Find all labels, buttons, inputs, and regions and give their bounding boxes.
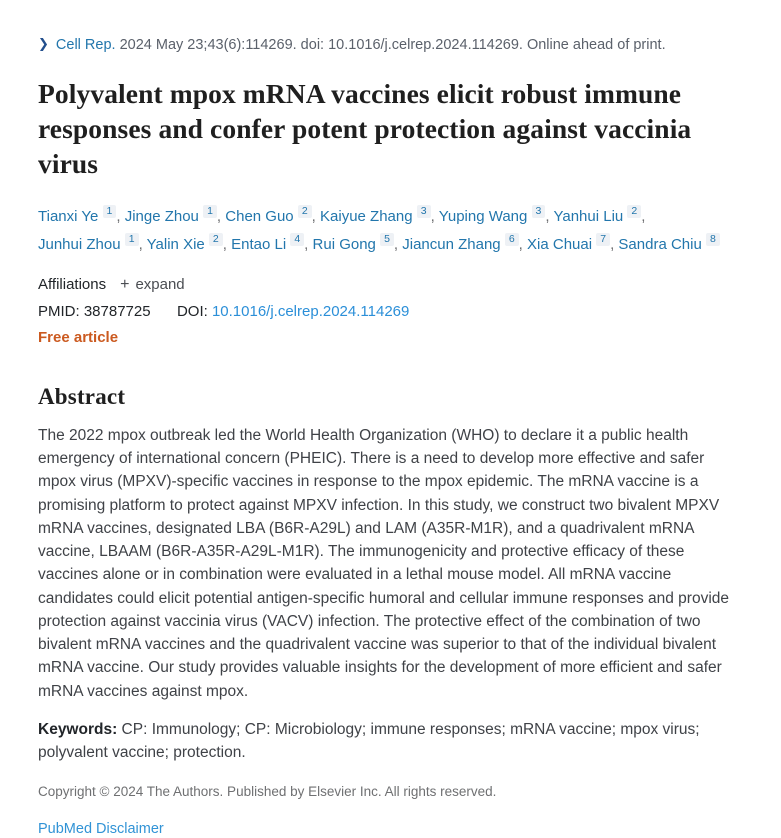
author-separator: , [610, 236, 619, 254]
author-link[interactable]: Jinge Zhou [124, 208, 199, 226]
abstract-heading: Abstract [38, 383, 126, 409]
keywords-label: Keywords: [38, 720, 118, 738]
author-item [320, 205, 431, 226]
author-affiliation-sup[interactable]: 2 [298, 205, 312, 218]
author-link[interactable]: Rui Gong [312, 236, 376, 254]
journal-citation-line [38, 36, 745, 55]
author-affiliation-sup[interactable]: 6 [505, 233, 519, 246]
author-separator: , [641, 208, 646, 226]
author-item [312, 233, 394, 254]
citation-text: 2024 May 23;43(6):114269. doi: 10.1016/j.celrep.2024.114269. Online ahead of print. [119, 37, 666, 53]
free-article-badge: Free article [38, 328, 119, 346]
author-separator: , [216, 208, 226, 226]
author-item [38, 205, 116, 226]
abstract-text: The 2022 mpox outbreak led the World Health Organization (WHO) to declare it a public health emergency of international concern (PHEIC). There is a need to develop more effective and safer mpox virus (MPXV)-specific vaccines in response to the mpox epidemic. The mRNA vaccine is a promising platform to protect against MPXV infection. In this study, we construct two bivalent MPXV mRNA vaccines, designated LBA (B6R-A29L) and LAM (A35R-M1R), and a quadrivalent mRNA vaccine, LBAAM (B6R-A35R-A29L-M1R). The immunogenicity and protective efficacy of these vaccines alone or in combination were evaluated in a lethal mouse model. All mRNA vaccine candidates could elicit potential antigen-specific humoral and cellular immune responses and provide protection against vaccinia virus (VACV) infection. The protective effect of the combination of two bivalent mRNA vaccines and the quadrivalent vaccine was superior to that of the individual bivalent mRNA vaccine. Our study provides valuable insights for the development of more efficient and safer mRNA vaccines against mpox. [38, 426, 730, 700]
author-item [553, 205, 641, 226]
author-affiliation-sup[interactable]: 4 [290, 233, 304, 246]
author-affiliation-sup[interactable]: 5 [380, 233, 394, 246]
author-affiliation-sup[interactable]: 1 [103, 205, 117, 218]
author-link[interactable]: Jiancun Zhang [402, 236, 501, 254]
copyright-text: Copyright © 2024 The Authors. Published by Elsevier Inc. All rights reserved. [38, 784, 497, 800]
pubmed-disclaimer-link[interactable]: PubMed Disclaimer [38, 821, 164, 838]
expand-label: expand [135, 276, 185, 294]
author-item [231, 233, 304, 254]
author-link[interactable]: Sandra Chiu [618, 236, 702, 254]
author-link[interactable]: Kaiyue Zhang [320, 208, 413, 226]
author-item [618, 233, 719, 254]
identifiers-row [38, 303, 745, 320]
author-link[interactable]: Xia Chuai [527, 236, 593, 254]
author-separator: , [116, 208, 125, 226]
author-link[interactable]: Junhui Zhou [38, 236, 121, 254]
author-item [124, 205, 217, 226]
author-affiliation-sup[interactable]: 3 [532, 205, 546, 218]
pmid-value: 38787725 [83, 302, 151, 320]
author-link[interactable]: Yuping Wang [438, 208, 528, 226]
article-title: Polyvalent mpox mRNA vaccines elicit robust immune responses and confer potent protection against vaccinia virus [38, 77, 692, 180]
author-affiliation-sup[interactable]: 7 [596, 233, 610, 246]
author-separator: , [545, 208, 554, 226]
author-item [146, 233, 223, 254]
author-affiliation-sup[interactable]: 2 [627, 205, 641, 218]
author-separator: , [138, 236, 147, 254]
author-affiliation-sup[interactable]: 8 [706, 233, 720, 246]
doi-link[interactable]: 10.1016/j.celrep.2024.114269 [211, 302, 410, 320]
author-list [38, 203, 738, 259]
affiliations-row [38, 276, 745, 294]
author-separator: , [311, 208, 321, 226]
affiliations-expand-button[interactable] [120, 276, 185, 294]
author-separator: , [518, 236, 528, 254]
author-separator: , [430, 208, 439, 226]
author-link[interactable]: Yanhui Liu [553, 208, 624, 226]
author-item [527, 233, 610, 254]
author-affiliation-sup[interactable]: 2 [209, 233, 223, 246]
author-affiliation-sup[interactable]: 1 [203, 205, 217, 218]
chevron-right-icon: ❯ [38, 36, 49, 51]
keywords-text: CP: Immunology; CP: Microbiology; immune responses; mRNA vaccine; mpox virus; polyvalent vaccine; protection. [38, 720, 700, 762]
author-separator: , [393, 236, 403, 254]
pmid-label: PMID: [38, 302, 80, 320]
author-affiliation-sup[interactable]: 1 [125, 233, 139, 246]
author-separator: , [222, 236, 232, 254]
author-link[interactable]: Chen Guo [225, 208, 294, 226]
author-link[interactable]: Yalin Xie [146, 236, 205, 254]
author-item [225, 205, 311, 226]
author-affiliation-sup[interactable]: 3 [417, 205, 431, 218]
journal-link[interactable]: Cell Rep. [55, 37, 116, 53]
keywords-paragraph [38, 718, 745, 765]
author-item [38, 233, 139, 254]
plus-icon: + [120, 275, 130, 293]
author-link[interactable]: Tianxi Ye [38, 208, 99, 226]
affiliations-label: Affiliations [38, 276, 107, 294]
author-link[interactable]: Entao Li [231, 236, 287, 254]
author-item [438, 205, 546, 226]
author-separator: , [304, 236, 313, 254]
doi-label: DOI: [176, 302, 208, 320]
author-item [402, 233, 518, 254]
